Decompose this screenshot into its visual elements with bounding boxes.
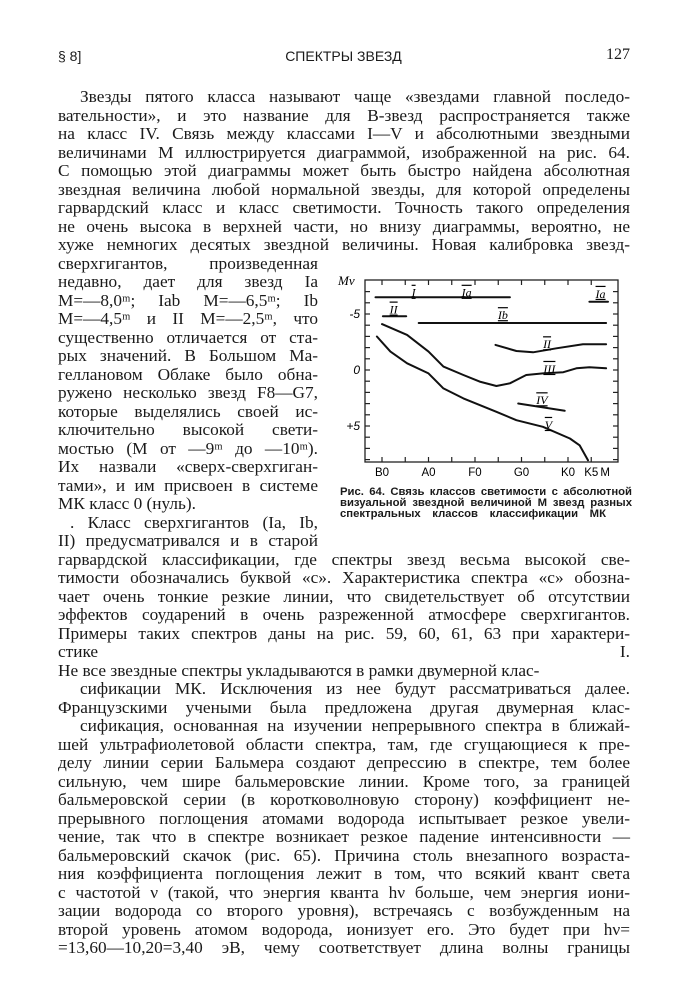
text-line: существенно отличается от ста- bbox=[58, 327, 318, 347]
y-tick-label: +5 bbox=[346, 419, 360, 433]
text-line: с частотой ν (такой, что энергия кванта hν больше, чем энергия иони- bbox=[58, 882, 630, 902]
text-line: Не все звездные спектры укладываются в рамки двумерной клас- bbox=[58, 660, 540, 680]
x-tick-label: B0 bbox=[374, 467, 390, 479]
text-line: делу линии серии Бальмера создают депрессию в спектре, тем более bbox=[58, 753, 630, 772]
text-line: прерывного поглощения атомами водорода испытывает резкое увели- bbox=[58, 808, 630, 828]
x-tick-label: G0 bbox=[513, 467, 530, 479]
text-line: С помощью этой диаграммы может быть быстро найдена абсолютная bbox=[58, 161, 630, 180]
series-label: IV bbox=[536, 393, 548, 408]
page-number: 127 bbox=[606, 46, 630, 63]
text-line: сильную, чем шире бальмеровские линии. Кроме того, за границей bbox=[58, 771, 630, 791]
text-line: Звезды пятого класса называют чаще «звездами главной последо- bbox=[80, 87, 630, 106]
text-line: вательности», и это название для В-звезд распространяется также bbox=[58, 105, 630, 125]
running-header-title: СПЕКТРЫ ЗВЕЗД bbox=[285, 48, 402, 64]
figure-caption-line: спектральных классов классификации МК bbox=[340, 508, 606, 520]
text-line: ния коэффициента поглощения лежит в том, что всякий квант света bbox=[58, 864, 630, 883]
text-line: не очень высока в верхней части, но внизу диаграммы, вероятно, не bbox=[58, 216, 630, 236]
figure-caption-line: Рис. 64. Связь классов светимости с абсолютной bbox=[340, 486, 632, 498]
x-tick-label: F0 bbox=[468, 467, 482, 479]
text-line: сверхгигантов, произведенная bbox=[58, 253, 318, 273]
text-line: геллановом Облаке было обна- bbox=[58, 364, 318, 384]
figure-64-chart bbox=[330, 265, 660, 485]
text-line: звездная величина любой нормальной звезды, для которой определены bbox=[58, 179, 630, 199]
text-line: сификация, основанная на изучении непрерывного спектра в ближай- bbox=[80, 716, 630, 735]
text-line: Их назвали «сверх-сверхгиган- bbox=[58, 457, 318, 476]
series-label: Ia bbox=[461, 285, 472, 300]
series-label: Ia bbox=[595, 286, 606, 301]
series-label: III bbox=[543, 361, 556, 376]
text-line: сификации МК. Исключения из нее будут рассматриваться далее. bbox=[80, 679, 630, 698]
text-line: . Класс сверхгигантов (Ia, Ib, bbox=[70, 512, 318, 532]
text-line: на класс IV. Связь между классами I—V и абсолютными звездными bbox=[58, 124, 630, 143]
series-label: Ib bbox=[497, 308, 508, 323]
series-line-V bbox=[377, 337, 588, 461]
text-line: Примеры таких спектров даны на рис. 59, 60, 61, 63 при характери- bbox=[58, 623, 630, 643]
text-line: бальмеровский скачок (рис. 65). Причина столь внезапного возраста- bbox=[58, 845, 630, 865]
text-line: бальмеровской серии (в коротковолновую сторону) коэффициент не- bbox=[58, 790, 630, 809]
x-tick-label: A0 bbox=[421, 467, 436, 479]
text-line: чение, так что в спектре возникает резкое падение интенсивности — bbox=[58, 827, 630, 846]
text-line: недавно, дает для звезд Ia bbox=[58, 272, 318, 291]
text-line: стике I. bbox=[58, 642, 630, 661]
series-line-III bbox=[382, 324, 606, 386]
x-tick-label: K0 bbox=[560, 467, 576, 479]
series-label: I bbox=[411, 285, 416, 300]
series-label: II bbox=[543, 337, 552, 352]
text-line: ключительно высокой свети- bbox=[58, 420, 318, 439]
text-line: Французскими учеными была предложена другая двумерная клас- bbox=[58, 697, 630, 717]
series-label: II bbox=[389, 302, 398, 317]
text-line: =13,60—10,20=3,40 эВ, чему соответствует длина волны границы bbox=[58, 938, 630, 957]
plot-frame bbox=[365, 280, 618, 462]
text-line: хуже немногих десятых звездной величины. Новая калибровка звезд- bbox=[58, 235, 630, 254]
text-line: II) предусматривался и в старой bbox=[58, 531, 318, 550]
text-line: рых значений. В Большом Ма- bbox=[58, 346, 318, 365]
y-axis-label: Mv bbox=[338, 273, 355, 288]
y-tick-label: 0 bbox=[353, 363, 360, 377]
x-tick-label: K5 bbox=[584, 467, 599, 479]
running-header-section: § 8] bbox=[58, 48, 82, 64]
text-line: M=—8,0ᵐ; Iab M=—6,5ᵐ; Ib bbox=[58, 290, 318, 310]
text-line: тимости обозначались буквой «с». Характеристика спектра «с» обозна- bbox=[58, 568, 630, 587]
text-line: зации водорода со второго уровня), встречаясь с возбужденным на bbox=[58, 901, 630, 920]
text-line: которые выделялись своей ис- bbox=[58, 401, 318, 421]
text-line: M=—4,5ᵐ и II M=—2,5ᵐ, что bbox=[58, 309, 318, 328]
text-line: чает очень тонкие резкие линии, что свидетельствует об отсутствии bbox=[58, 586, 630, 606]
text-line: тами», и им присвоен в системе bbox=[58, 475, 318, 495]
figure-caption-line: визуальной звездной величиной M звезд разных bbox=[340, 497, 632, 509]
text-line: ружено несколько звезд F8—G7, bbox=[58, 383, 318, 402]
series-label: V bbox=[544, 417, 553, 432]
text-line: гарвардский класс и класс светимости. Точность такого определения bbox=[58, 198, 630, 217]
y-tick-label: -5 bbox=[349, 307, 360, 321]
text-line: эффектов соударений в очень разреженной атмосфере сверхгигантов. bbox=[58, 605, 630, 624]
x-tick-label: M bbox=[600, 467, 610, 479]
text-line: второй уровень атомом водорода, ионизует его. Это будет при hν= bbox=[58, 919, 630, 939]
text-line: шей ультрафиолетовой области спектра, там, где сгущающиеся к пре- bbox=[58, 734, 630, 754]
text-line: МК класс 0 (нуль). bbox=[58, 494, 196, 513]
text-line: мостью (M от —9ᵐ до —10ᵐ). bbox=[58, 438, 318, 458]
text-line: величинами M иллюстрируется диаграммой, изображенной на рис. 64. bbox=[58, 142, 630, 162]
text-line: гарвардской классификации, где спектры звезд весьма высокой све- bbox=[58, 549, 630, 569]
